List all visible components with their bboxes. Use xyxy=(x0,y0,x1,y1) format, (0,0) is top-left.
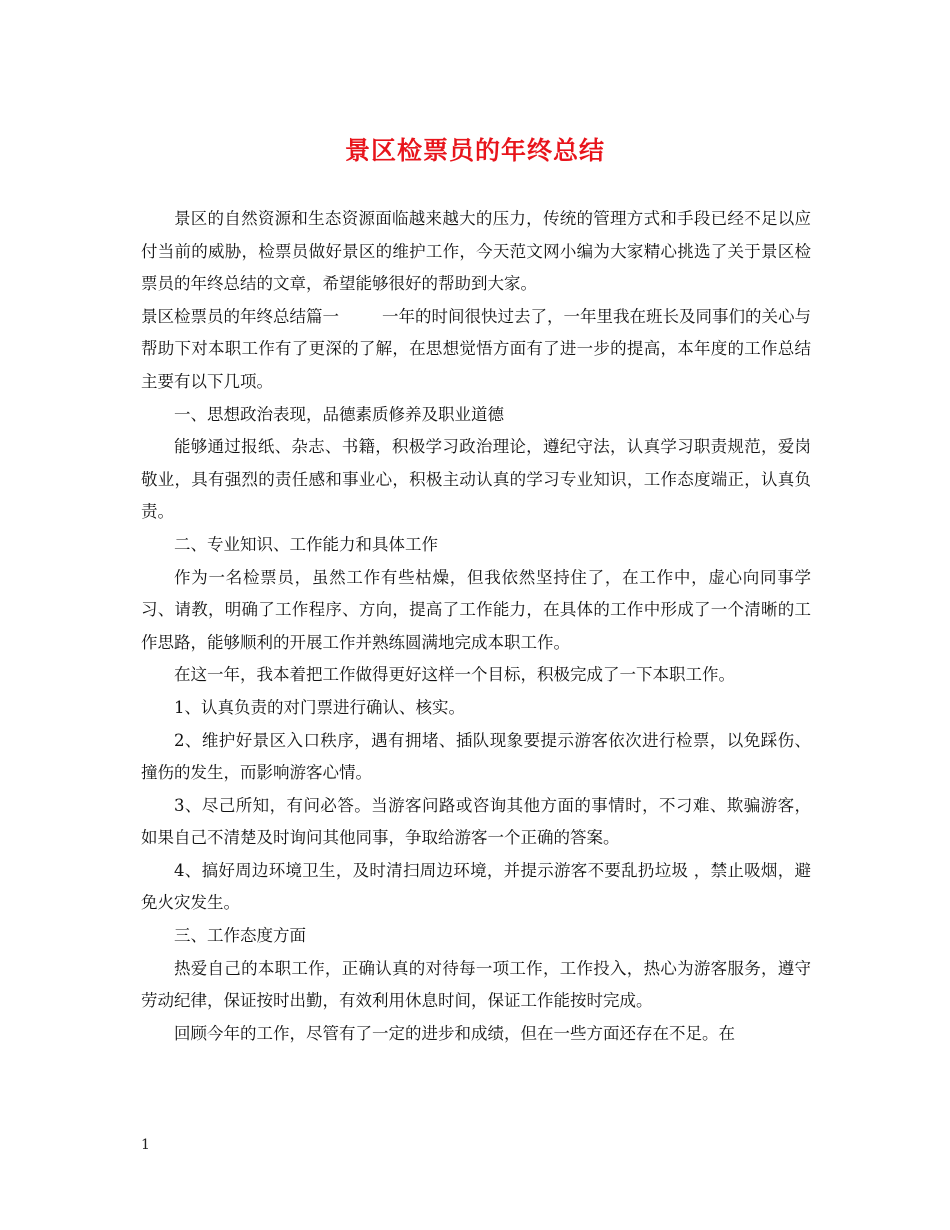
political-paragraph: 能够通过报纸、杂志、书籍，积极学习政治理论，遵纪守法，认真学习职责规范，爱岗敬业，具有强烈的责任感和事业心，积极主动认真的学习专业知识，工作态度端正，认真负责。 xyxy=(141,437,811,522)
heading-professional: 二、专业知识、工作能力和具体工作 xyxy=(174,534,438,554)
list-item-3: 3、尽己所知，有问必答。当游客问路或咨询其他方面的事情时，不刁难、欺骗游客，如果自己不清楚及时询问其他同事，争取给游客一个正确的答案。 xyxy=(141,795,811,848)
intro-paragraph: 景区的自然资源和生态资源面临越来越大的压力，传统的管理方式和手段已经不足以应付当前的威胁，检票员做好景区的维护工作，今天范文网小编为大家精心挑选了关于景区检票员的年终总结的文章，希望能够很好的帮助到大家。 xyxy=(141,209,811,294)
heading-attitude: 三、工作态度方面 xyxy=(174,926,306,946)
list-item-4: 4、搞好周边环境卫生，及时清扫周边环境，并提示游客不要乱扔垃圾 ，禁止吸烟，避免火灾发生。 xyxy=(141,860,811,913)
review-paragraph: 回顾今年的工作，尽管有了一定的进步和成绩，但在一些方面还存在不足。在 xyxy=(174,1023,735,1043)
goal-paragraph: 在这一年，我本着把工作做得更好这样一个目标，积极完成了一下本职工作。 xyxy=(174,665,735,685)
heading-political xyxy=(141,399,811,432)
list-item-1: 1、认真负责的对门票进行确认、核实。 xyxy=(174,697,465,717)
page-number: 1 xyxy=(141,1137,150,1153)
section-one-text: 一年的时间很快过去了，一年里我在班长及同事们的关心与帮助下对本职工作有了更深的了解，在思想觉悟方面有了进一步的提高，本年度的工作总结主要有以下几项。 xyxy=(141,306,812,391)
section-one-paragraph xyxy=(141,301,811,399)
document-title: 景区检票员的年终总结 xyxy=(344,136,605,165)
attitude-paragraph: 热爱自己的本职工作，正确认真的对待每一项工作，工作投入，热心为游客服务，遵守劳动纪律，保证按时出勤，有效利用休息时间，保证工作能按时完成。 xyxy=(141,958,811,1011)
list-item-2: 2、维护好景区入口秩序，遇有拥堵、插队现象要提示游客依次进行检票，以免踩伤、撞伤的发生，而影响游客心情。 xyxy=(141,730,811,783)
professional-paragraph: 作为一名检票员，虽然工作有些枯燥，但我依然坚持住了，在工作中，虚心向同事学习、请教，明确了工作程序、方向，提高了工作能力，在具体的工作中形成了一个清晰的工作思路，能够顺利的开展工作并熟练圆满地完成本职工作。 xyxy=(141,567,811,652)
section-one-label: 景区检票员的年终总结篇一 xyxy=(141,306,340,326)
document-body xyxy=(141,203,811,1050)
heading-political-prefix: 一、 xyxy=(174,404,207,424)
heading-political-text: 思想政治表现，品德素质修养及职业道德 xyxy=(207,404,504,424)
